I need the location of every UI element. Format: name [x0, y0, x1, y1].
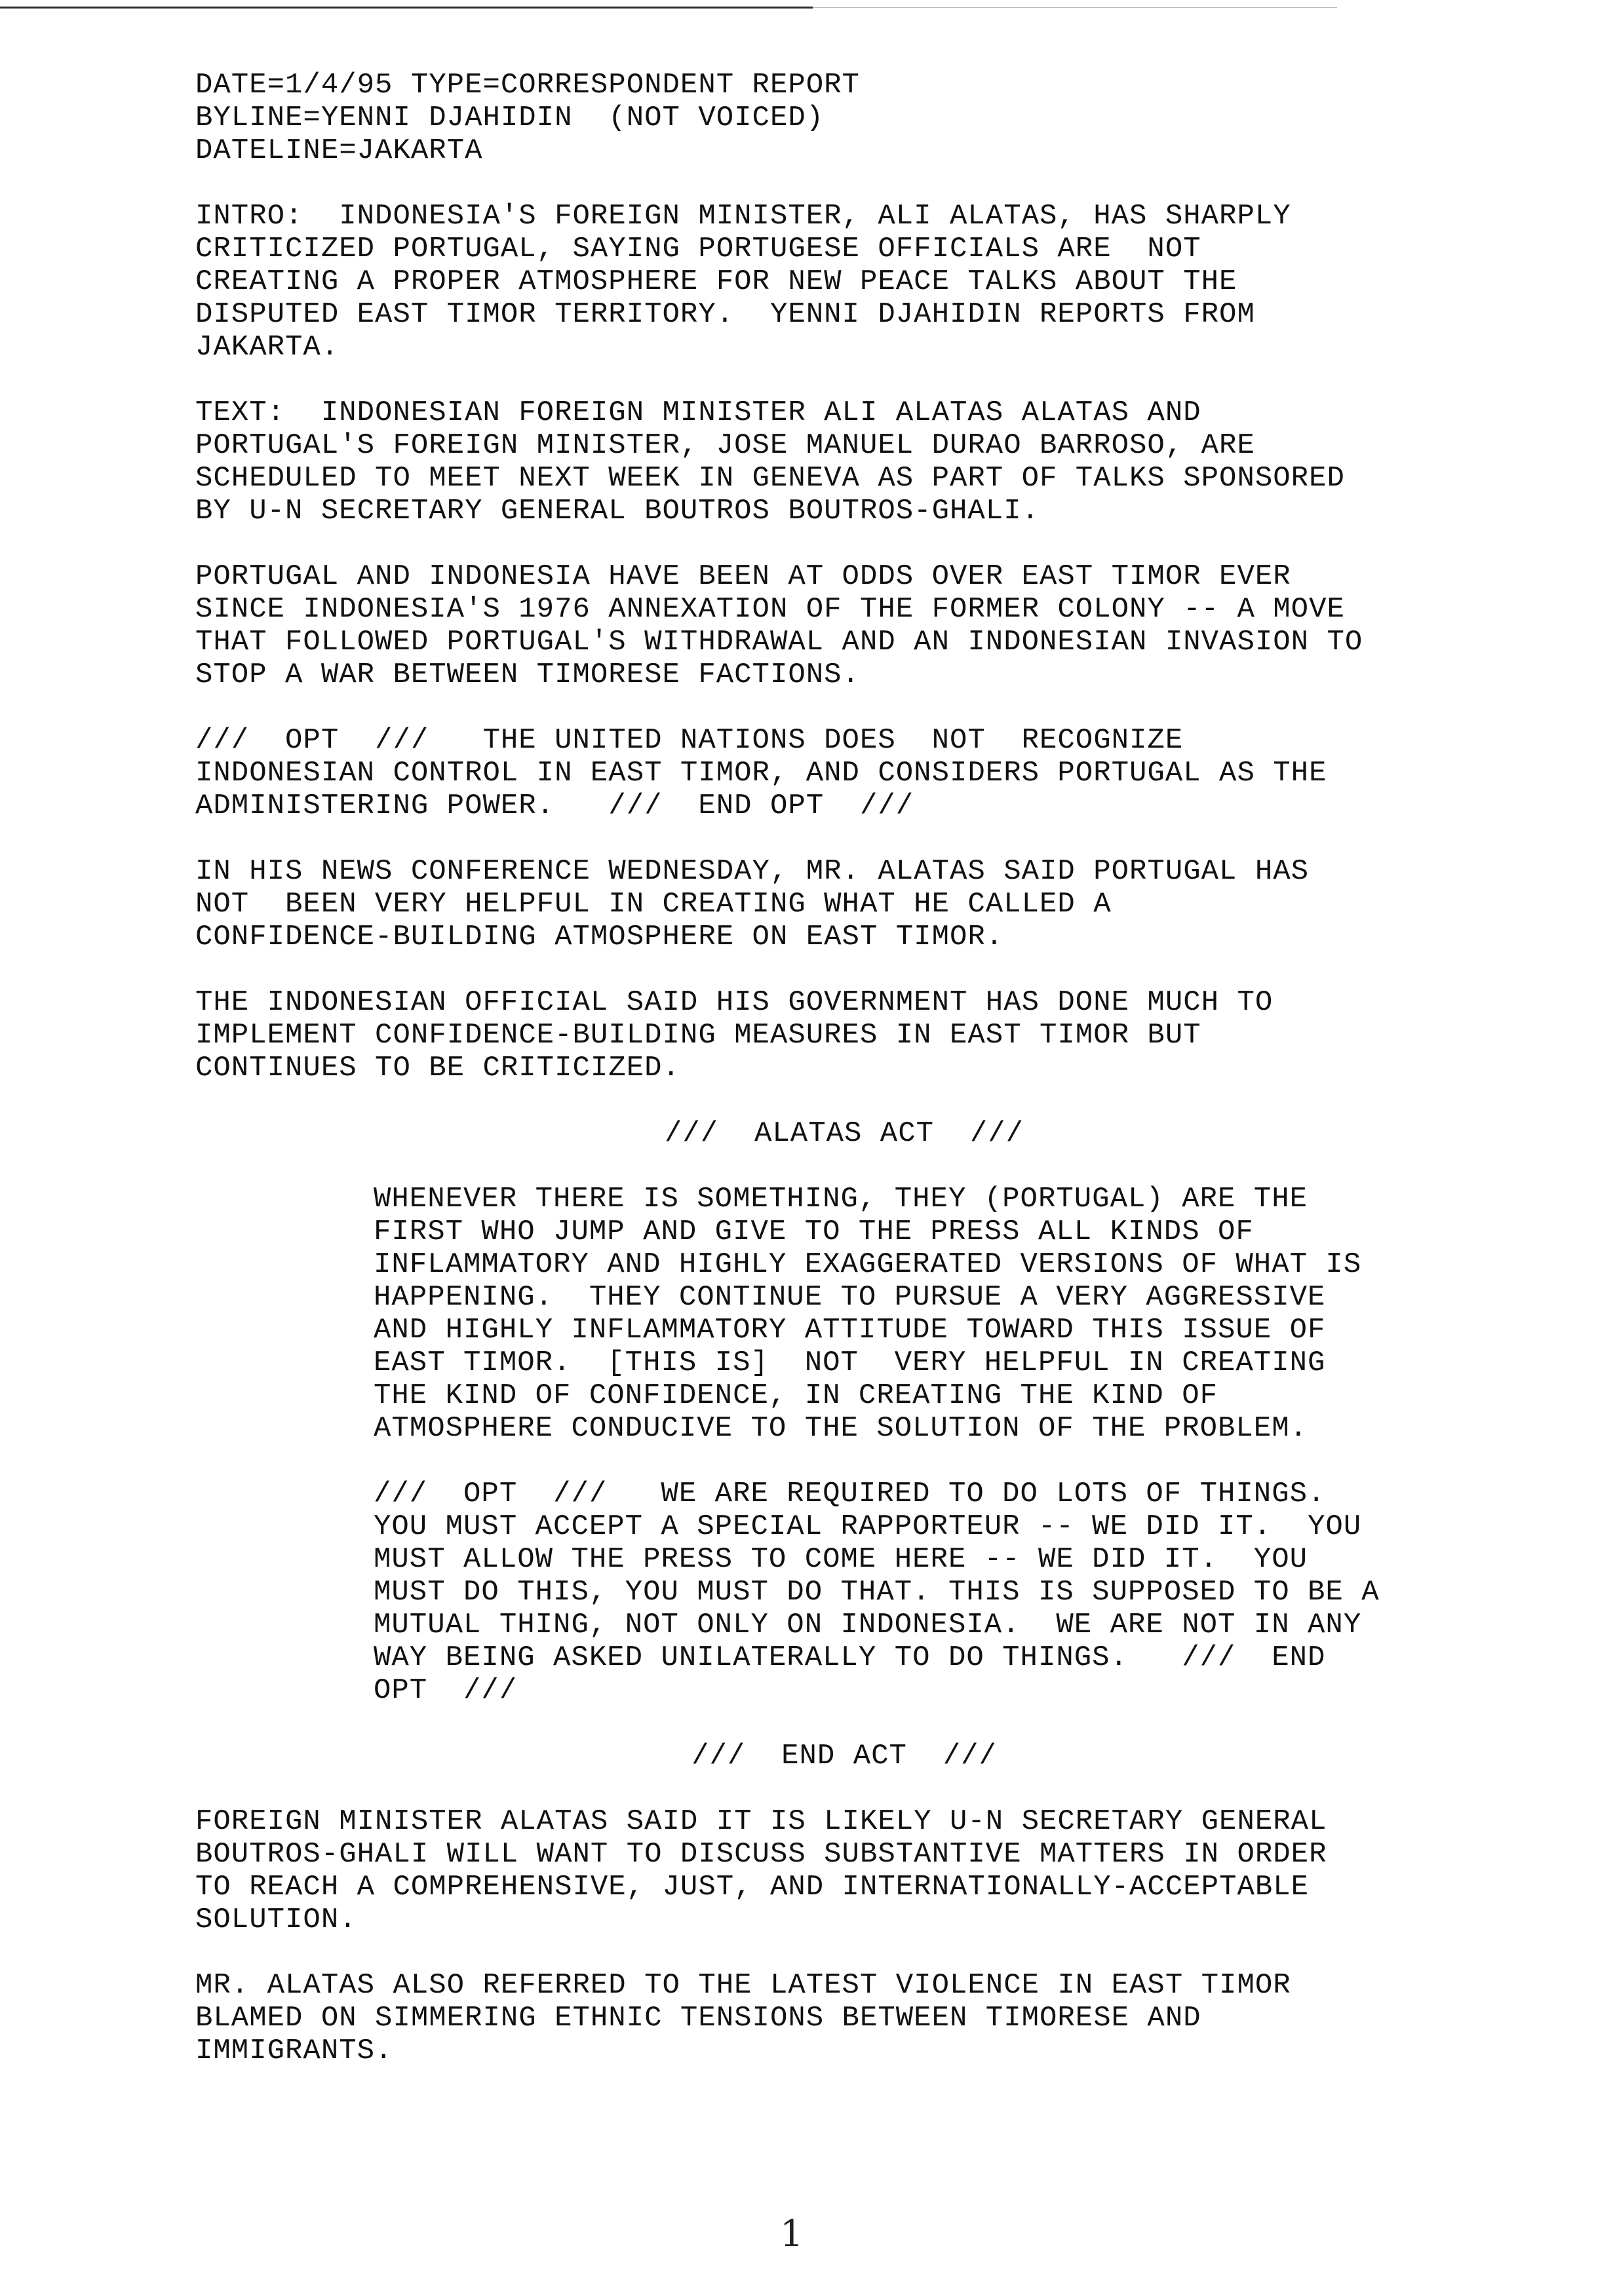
- intro-line: INTRO: INDONESIA'S FOREIGN MINISTER, ALI ALATAS, HAS SHARPLY: [195, 200, 1291, 233]
- text-line: IN HIS NEWS CONFERENCE WEDNESDAY, MR. ALATAS SAID PORTUGAL HAS: [195, 855, 1310, 888]
- intro-line: CRITICIZED PORTUGAL, SAYING PORTUGESE OFFICIALS ARE NOT: [195, 233, 1201, 265]
- intro-line: DISPUTED EAST TIMOR TERRITORY. YENNI DJAHIDIN REPORTS FROM: [195, 298, 1255, 331]
- quote-line: FIRST WHO JUMP AND GIVE TO THE PRESS ALL KINDS OF: [374, 1215, 1254, 1248]
- header-line: DATELINE=JAKARTA: [195, 134, 483, 167]
- optional-paragraph: [195, 724, 1506, 822]
- closing-line: BOUTROS-GHALI WILL WANT TO DISCUSS SUBSTANTIVE MATTERS IN ORDER: [195, 1838, 1327, 1871]
- closing-paragraph: [195, 1805, 1506, 1936]
- closing-line: TO REACH A COMPREHENSIVE, JUST, AND INTERNATIONALLY-ACCEPTABLE: [195, 1871, 1310, 1904]
- quote-line: AND HIGHLY INFLAMMATORY ATTITUDE TOWARD THIS ISSUE OF: [374, 1314, 1326, 1347]
- page-number: 1: [780, 2213, 804, 2255]
- closing-line: FOREIGN MINISTER ALATAS SAID IT IS LIKELY U-N SECRETARY GENERAL: [195, 1805, 1327, 1838]
- text-line: THE INDONESIAN OFFICIAL SAID HIS GOVERNMENT HAS DONE MUCH TO: [195, 986, 1274, 1019]
- text-line: CONFIDENCE-BUILDING ATMOSPHERE ON EAST TIMOR.: [195, 921, 1004, 953]
- text-line: NOT BEEN VERY HELPFUL IN CREATING WHAT HE CALLED A: [195, 888, 1112, 921]
- quote-line: ATMOSPHERE CONDUCIVE TO THE SOLUTION OF THE PROBLEM.: [374, 1412, 1308, 1445]
- quote-line: OPT ///: [374, 1674, 518, 1707]
- text-line: TEXT: INDONESIAN FOREIGN MINISTER ALI ALATAS ALATAS AND: [195, 396, 1201, 429]
- text-line: INDONESIAN CONTROL IN EAST TIMOR, AND CONSIDERS PORTUGAL AS THE: [195, 757, 1327, 790]
- quote-line: WHENEVER THERE IS SOMETHING, THEY (PORTUGAL) ARE THE: [374, 1183, 1308, 1215]
- closing-line: IMMIGRANTS.: [195, 2035, 393, 2067]
- closing-line: BLAMED ON SIMMERING ETHNIC TENSIONS BETWEEN TIMORESE AND: [195, 2002, 1201, 2035]
- quote-line: HAPPENING. THEY CONTINUE TO PURSUE A VERY AGGRESSIVE: [374, 1281, 1326, 1314]
- quote-line: YOU MUST ACCEPT A SPECIAL RAPPORTEUR -- WE DID IT. YOU: [374, 1510, 1362, 1543]
- text-line: CONTINUES TO BE CRITICIZED.: [195, 1052, 680, 1084]
- quote-optional-paragraph: [374, 1478, 1506, 1707]
- header-block: [195, 69, 1506, 167]
- intro-line: CREATING A PROPER ATMOSPHERE FOR NEW PEACE TALKS ABOUT THE: [195, 265, 1237, 298]
- document-page: [195, 69, 1506, 2100]
- text-paragraph: [195, 986, 1506, 1084]
- text-line: THAT FOLLOWED PORTUGAL'S WITHDRAWAL AND AN INDONESIAN INVASION TO: [195, 626, 1363, 659]
- intro-line: JAKARTA.: [195, 331, 340, 364]
- quote-paragraph: [374, 1183, 1506, 1445]
- text-line: PORTUGAL'S FOREIGN MINISTER, JOSE MANUEL DURAO BARROSO, ARE: [195, 429, 1255, 462]
- quote-line: EAST TIMOR. [THIS IS] NOT VERY HELPFUL IN CREATING: [374, 1347, 1326, 1379]
- header-line: BYLINE=YENNI DJAHIDIN (NOT VOICED): [195, 102, 825, 134]
- quote-line: MUST DO THIS, YOU MUST DO THAT. THIS IS SUPPOSED TO BE A: [374, 1576, 1380, 1609]
- text-line: /// OPT /// THE UNITED NATIONS DOES NOT RECOGNIZE: [195, 724, 1184, 757]
- text-line: SINCE INDONESIA'S 1976 ANNEXATION OF THE FORMER COLONY -- A MOVE: [195, 593, 1345, 626]
- text-line: STOP A WAR BETWEEN TIMORESE FACTIONS.: [195, 659, 860, 691]
- top-rule-faint: [813, 7, 1337, 8]
- quote-line: /// OPT /// WE ARE REQUIRED TO DO LOTS OF THINGS.: [374, 1478, 1326, 1510]
- closing-line: SOLUTION.: [195, 1904, 357, 1936]
- header-line: DATE=1/4/95 TYPE=CORRESPONDENT REPORT: [195, 69, 860, 102]
- quote-line: MUTUAL THING, NOT ONLY ON INDONESIA. WE ARE NOT IN ANY: [374, 1609, 1362, 1641]
- quote-line: WAY BEING ASKED UNILATERALLY TO DO THINGS. /// END: [374, 1641, 1326, 1674]
- text-paragraph: [195, 855, 1506, 953]
- quote-line: MUST ALLOW THE PRESS TO COME HERE -- WE DID IT. YOU: [374, 1543, 1308, 1576]
- text-paragraph: [195, 560, 1506, 691]
- intro-paragraph: [195, 200, 1506, 364]
- closing-paragraph: [195, 1969, 1506, 2067]
- quote-line: THE KIND OF CONFIDENCE, IN CREATING THE KIND OF: [374, 1379, 1218, 1412]
- text-paragraph: [195, 396, 1506, 527]
- closing-line: MR. ALATAS ALSO REFERRED TO THE LATEST VIOLENCE IN EAST TIMOR: [195, 1969, 1291, 2002]
- act-start-label: /// ALATAS ACT ///: [664, 1117, 1024, 1150]
- text-line: IMPLEMENT CONFIDENCE-BUILDING MEASURES IN EAST TIMOR BUT: [195, 1019, 1201, 1052]
- text-line: BY U-N SECRETARY GENERAL BOUTROS BOUTROS-GHALI.: [195, 495, 1040, 527]
- text-line: SCHEDULED TO MEET NEXT WEEK IN GENEVA AS PART OF TALKS SPONSORED: [195, 462, 1345, 495]
- quote-line: INFLAMMATORY AND HIGHLY EXAGGERATED VERSIONS OF WHAT IS: [374, 1248, 1362, 1281]
- text-line: ADMINISTERING POWER. /// END OPT ///: [195, 790, 914, 822]
- top-rule: [0, 7, 813, 9]
- act-end-label: /// END ACT ///: [691, 1740, 997, 1772]
- text-line: PORTUGAL AND INDONESIA HAVE BEEN AT ODDS OVER EAST TIMOR EVER: [195, 560, 1291, 593]
